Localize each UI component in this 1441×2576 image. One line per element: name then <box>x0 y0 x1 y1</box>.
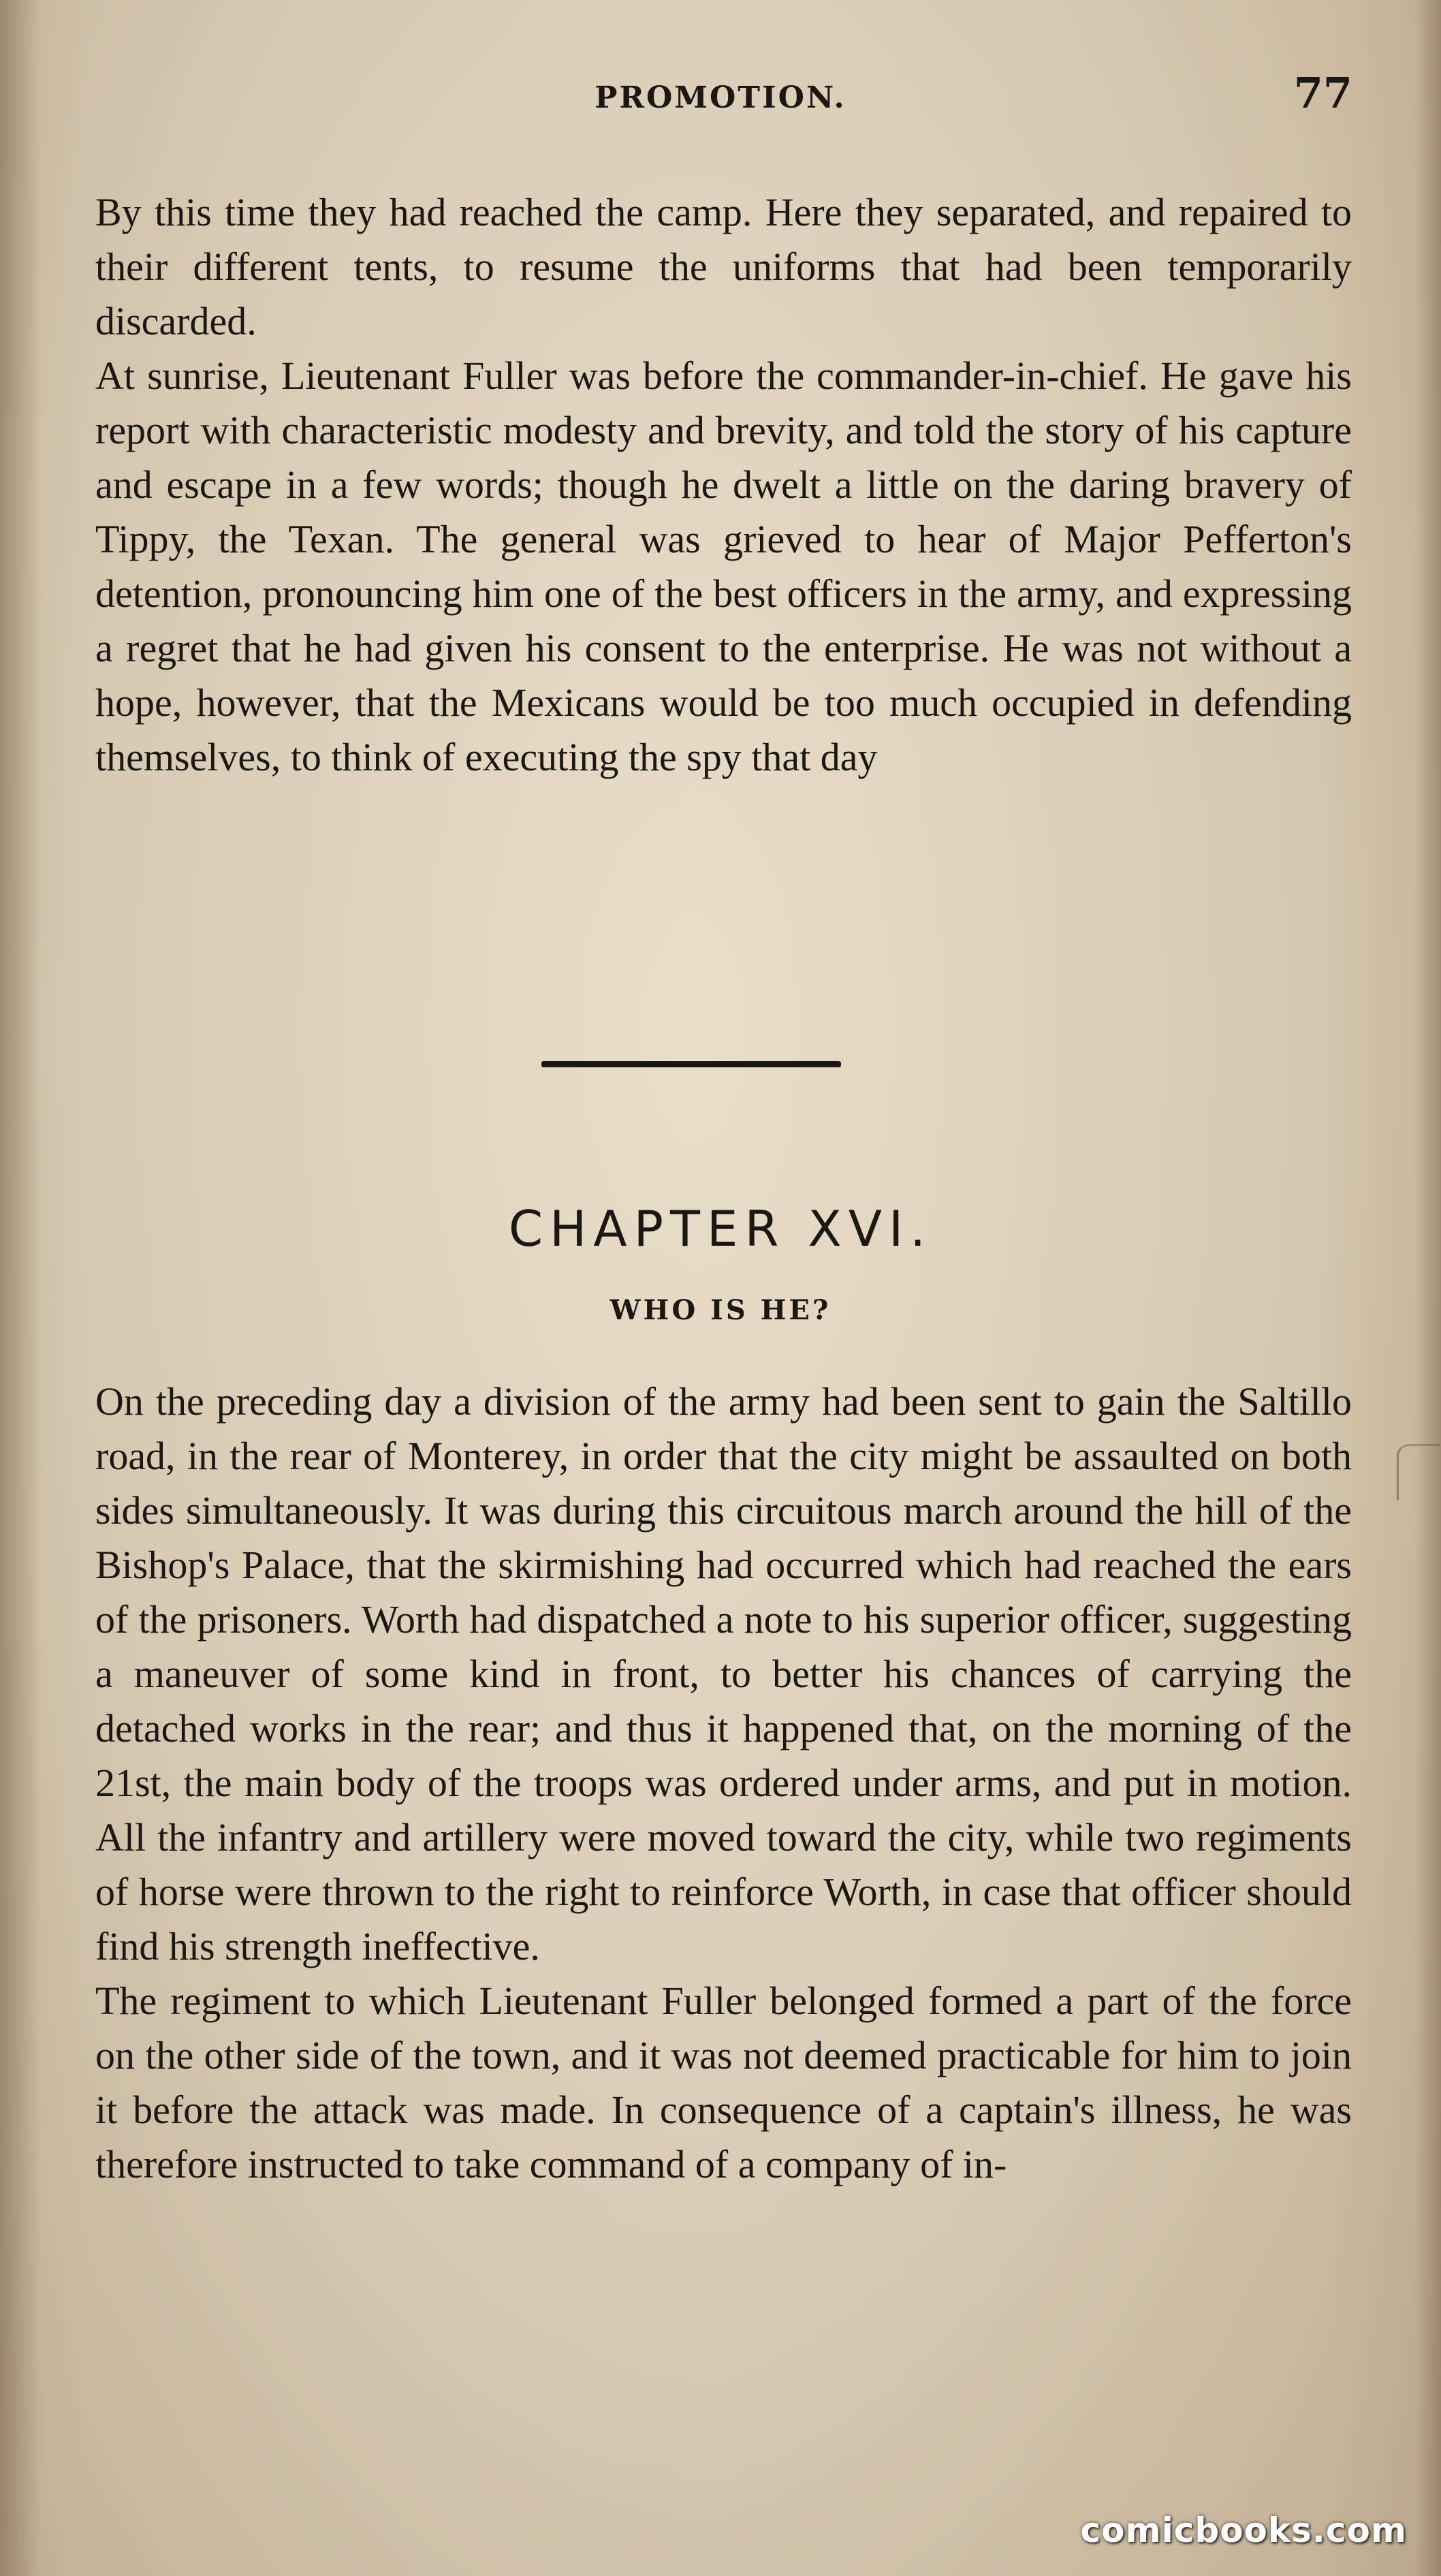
watermark: comicbooks.com <box>1080 2511 1407 2550</box>
running-head: PROMOTION. <box>595 80 846 115</box>
page-shadow-right <box>1415 0 1441 2576</box>
chapter-text-block <box>95 1375 1352 2192</box>
paragraph: By this time they had reached the camp. Here they separated, and repaired to their different tents, to resume the uniforms that had been temporarily discarded. <box>95 190 1352 343</box>
chapter-title: CHAPTER XVI. <box>508 1200 933 1257</box>
pencil-mark <box>1397 1444 1440 1501</box>
top-text-block <box>95 185 1352 785</box>
page-shadow-left <box>0 0 41 2576</box>
page-number: 77 <box>1293 68 1352 118</box>
section-divider <box>541 1061 841 1067</box>
paragraph: On the preceding day a division of the army had been sent to gain the Saltillo road, in the rear of Monterey, in order that the city might be assaulted on both sides simultaneously. It was during this circuitous march around the hill of the Bishop's Palace, that the skirmishing had occurred which had reached the ears of the prisoners. Worth had dispatched a note to his superior officer, suggesting a maneuver of some kind in front, to better his chances of carrying the detached works in the rear; and thus it happened that, on the morning of the 21st, the main body of the troops was ordered under arms, and put in motion. All the infantry and artillery were moved toward the city, while two regiments of horse were thrown to the right to reinforce Worth, in case that officer should find his strength ineffective. <box>95 1379 1352 1968</box>
paragraph: At sunrise, Lieutenant Fuller was before the commander-in-chief. He gave his report with characteristic modesty and brevity, and told the story of his capture and escape in a few words; though he dwelt a little on the daring bravery of Tippy, the Texan. The general was grieved to hear of Major Pefferton's detention, pronouncing him one of the best officers in the army, and expressing a regret that he had given his consent to the enterprise. He was not without a hope, however, that the Mexicans would be too much occupied in defending themselves, to think of executing the spy that day <box>95 354 1352 779</box>
chapter-subtitle: WHO IS HE? <box>609 1294 832 1326</box>
paragraph: The regiment to which Lieutenant Fuller belonged formed a part of the force on the other side of the town, and it was not deemed practicable for him to join it before the attack was made. In consequence of a captain's illness, he was therefore instructed to take command of a company of in- <box>95 1979 1352 2186</box>
